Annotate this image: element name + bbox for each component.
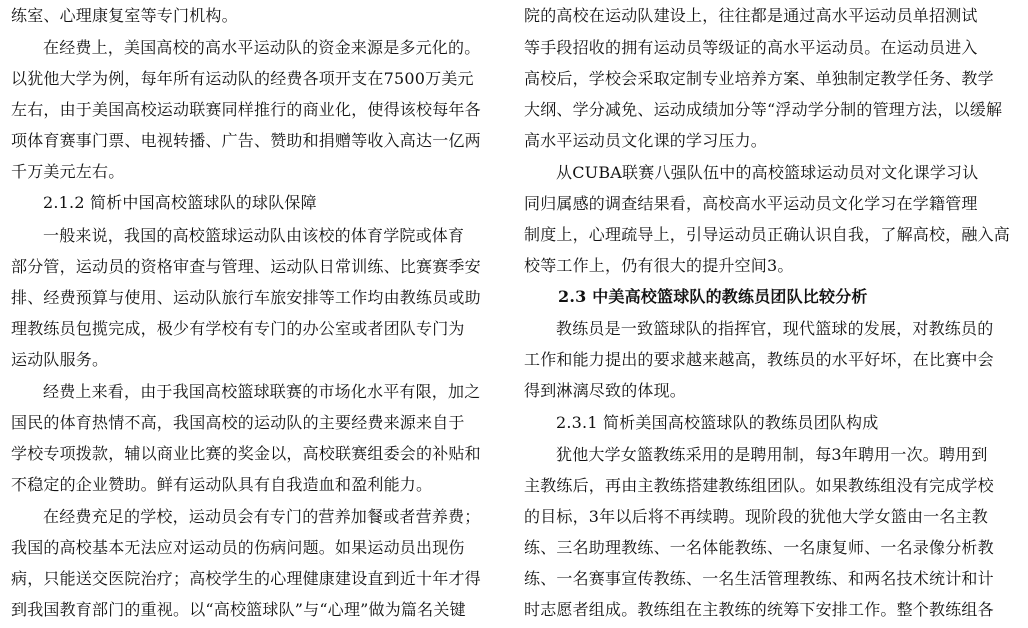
body-line: 工作和能力提出的要求越来越高，教练员的水平好坏，在比赛中会 [524,350,994,369]
body-line: 运动队服务。 [11,350,109,369]
section-heading: 2.3 中美高校篮球队的教练员团队比较分析 [558,287,868,306]
body-line: 部分管，运动员的资格审查与管理、运动队日常训练、比赛赛季安 [11,257,481,276]
body-line: 到我国教育部门的重视。以“高校篮球队”与“心理”做为篇名关键 [11,600,466,619]
paragraph-first-line: 教练员是一致篮球队的指挥官，现代篮球的发展，对教练员的 [556,319,994,338]
body-line: 不稳定的企业赞助。鲜有运动队具有自我造血和盈利能力。 [11,475,433,494]
body-line: 练、三名助理教练、一名体能教练、一名康复师、一名录像分析教 [524,538,994,557]
body-line: 的目标，3年以后将不再续聘。现阶段的犹他大学女篮由一名主教 [524,507,988,526]
paragraph-first-line: 一般来说，我国的高校篮球运动队由该校的体育学院或体育 [43,226,465,245]
paragraph-first-line: 犹他大学女篮教练采用的是聘用制，每3年聘用一次。聘用到 [556,445,988,464]
paragraph-first-line: 在经费充足的学校，运动员会有专门的营养加餐或者营养费； [43,507,481,526]
body-line: 理教练员包揽完成，极少有学校有专门的办公室或者团队专门为 [11,319,465,338]
body-line: 得到淋漓尽致的体现。 [524,381,687,400]
subsection-heading: 2.3.1 简析美国高校篮球队的教练员团队构成 [556,413,879,432]
paragraph-first-line: 经费上来看，由于我国高校篮球联赛的市场化水平有限，加之 [43,382,481,401]
body-line: 左右，由于美国高校运动联赛同样推行的商业化，使得该校每年各 [11,100,481,119]
body-line: 主教练后，再由主教练搭建教练组团队。如果教练组没有完成学校 [524,476,994,495]
paragraph-first-line: 从CUBA联赛八强队伍中的高校篮球运动员对文化课学习认 [556,163,979,182]
body-line: 病，只能送交医院治疗；高校学生的心理健康建设直到近十年才得 [11,569,481,588]
body-line: 高水平运动员文化课的学习压力。 [524,131,768,150]
paragraph-first-line: 在经费上，美国高校的高水平运动队的资金来源是多元化的。 [43,38,481,57]
body-line: 制度上，心理疏导上，引导运动员正确认识自我，了解高校，融入高 [524,225,1011,244]
body-line: 练、一名赛事宣传教练、一名生活管理教练、和两名技术统计和计 [524,569,994,588]
body-line: 高校后，学校会采取定制专业培养方案、单独制定教学任务、教学 [524,69,994,88]
body-line: 项体育赛事门票、电视转播、广告、赞助和捐赠等收入高达一亿两 [11,131,481,150]
body-line: 以犹他大学为例，每年所有运动队的经费各项开支在7500万美元 [11,69,474,88]
body-line: 校等工作上，仍有很大的提升空间3。 [524,256,794,275]
body-line: 等手段招收的拥有运动员等级证的高水平运动员。在运动员进入 [524,38,978,57]
body-line: 千万美元左右。 [11,162,125,181]
body-line: 练室、心理康复室等专门机构。 [11,6,238,25]
body-line: 院的高校在运动队建设上，往往都是通过高水平运动员单招测试 [524,6,978,25]
body-line: 排、经费预算与使用、运动队旅行车旅安排等工作均由教练员或助 [11,288,481,307]
body-line: 同归属感的调查结果看，高校高水平运动员文化学习在学籍管理 [524,194,978,213]
body-line: 时志愿者组成。教练组在主教练的统筹下安排工作。整个教练组各 [524,600,994,619]
section-heading: 2.1.2 简析中国高校篮球队的球队保障 [43,193,317,212]
body-line: 我国的高校基本无法应对运动员的伤病问题。如果运动员出现伤 [11,538,465,557]
body-line: 学校专项拨款，辅以商业比赛的奖金以，高校联赛组委会的补贴和 [11,444,481,463]
body-line: 国民的体育热情不高，我国高校的运动队的主要经费来源来自于 [11,413,465,432]
body-line: 大纲、学分减免、运动成绩加分等“浮动学分制的管理方法，以缓解 [524,100,1003,119]
